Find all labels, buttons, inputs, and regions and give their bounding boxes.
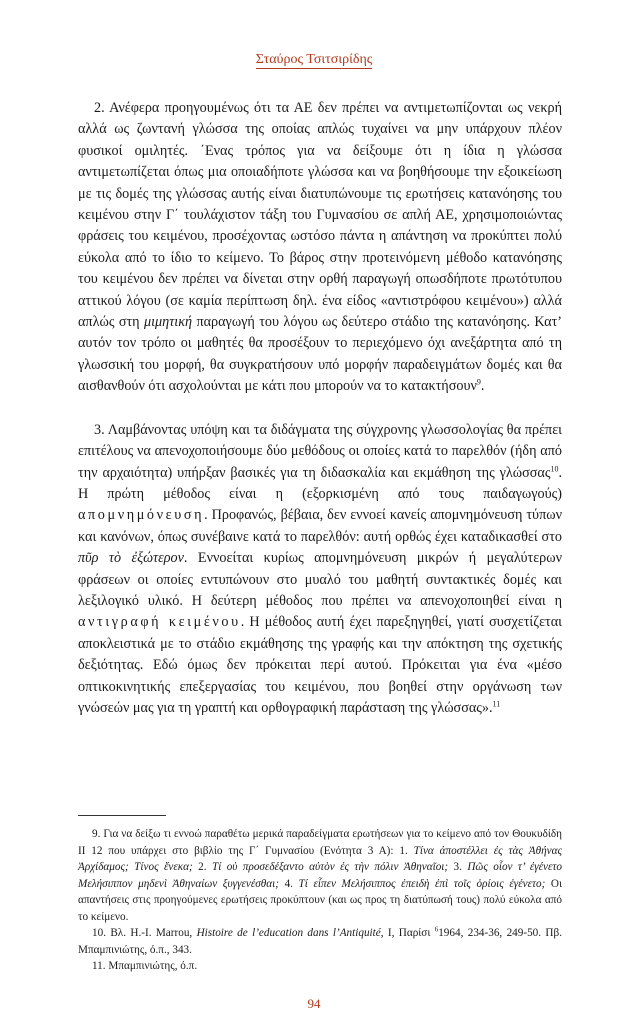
footnote-text: 9. Για να δείξω τι εννοώ παραθέτω μερικά παραδείγματα ερωτήσεων για το κείμενο από τον Θουκυδίδη ΙΙ 12 που υπάρχει στο βιβλίο της Γ΄ Γυμνασίου (Ενότητα 3 Α): 1. (78, 828, 562, 857)
footnote-emphasis: Τί εἶπεν Μελήσιππος ἐπειδὴ ἐπὶ τοῖς ὁρίοις ἐγένετο; (298, 877, 546, 890)
page-number: 94 (307, 996, 321, 1011)
paragraph-text: . Η πρώτη μέθοδος είναι η (εξορκισμένη από τους παιδαγωγούς) (78, 464, 562, 502)
footnote-ref-9[interactable]: 9 (476, 377, 481, 387)
running-head-author: Σταύρος Τσιτσιρίδης (255, 52, 373, 67)
spaced-term: αντιγραφή κειμένου (78, 614, 241, 631)
footnote-ref-10[interactable]: 10 (550, 463, 559, 473)
footnote-9 (78, 826, 562, 925)
footnote-text: 4. (279, 877, 299, 890)
footnote-text: 10. Βλ. Η.-Ι. Marrou, (92, 927, 197, 939)
emphasis: μιμητική (143, 314, 193, 331)
spaced-term: απομνημόνευση (78, 507, 205, 524)
paragraph-text: . Η μέθοδος αυτή έχει παρεξηγηθεί, γιατί συσχετίζεται αποκλειστικά με το στάδιο εκμάθησης της γραφής και την απόκτηση της σχετικής δεξιότητας. Εδώ όμως δεν πρόκειται περί αυτού. Πρόκειται για ένα «μέσο οπτικοκινητικής επεξεργασίας του κειμένου, που βοηθεί στην οργάνωση των γνώσεών μας για τη γραπτή και ορθογραφική παράσταση της γλώσσας». (78, 614, 562, 716)
footnote-11: 11. Μπαμπινιώτης, ό.π. (92, 960, 198, 972)
emphasis: πῦρ τὸ ἐξώτερον (78, 550, 184, 567)
paragraph-2 (78, 98, 562, 398)
edition-number: 6 (434, 925, 439, 934)
footnote-10 (78, 925, 562, 958)
main-text (78, 98, 562, 719)
footnote-ref-11[interactable]: 11 (492, 699, 501, 709)
paragraph-text: . Εννοείται κυρίως απομνημόνευση μικρών ή μεγαλύτερων φράσεων οι οποίες εντυπώνουν στο μυαλό του μαθητή συντακτικές δομές και λεξιλογικό υλικό. Η δεύτερη μέθοδος που πρέπει να απενοχοποιηθεί είναι η (78, 550, 562, 609)
footnote-emphasis: Τί οὐ προσεδέξαντο αὐτὸν ἐς τὴν πόλιν Ἀθηναῖοι; (211, 861, 449, 873)
footnote-text: 1964, 234-36, 249-50. Πβ. Μπαμπινιώτης, ό.π., 343. (78, 927, 562, 956)
footnote-emphasis: Πῶς οἷον τ’ ἐγένετο Μελήσιππον μηδενὶ Ἀθηναίων ξυγγενέσθαι; (78, 861, 563, 890)
footnote-text: 3. (448, 861, 468, 873)
paragraph-text: 2. Ανέφερα προηγουμένως ότι τα ΑΕ δεν πρέπει να αντιμετωπίζονται ως νεκρή αλλά ως ζωντανή γλώσσα της οποίας απλώς τυχαίνει να μην υπάρχουν πλέον φυσικοί ομιλητές. ΄Ενας τρόπος για να δείξουμε ότι η ίδια η γλώσσα αντιμετωπίζεται όπως μια οποιαδήποτε γλώσσα και να βοηθήσουμε την εξοικείωση με τις δομές της γλώσσας αυτής είναι διατυπώνουμε τις ερωτήσεις κατανόησης του κειμένου στην Γ΄ τουλάχιστον τάξη του Γυμνασίου σε απλή ΑΕ, χρησιμοποιώντας φράσεις του κειμένου, προσέχοντας ωστόσο πάντα η απάντηση να προκύπτει πολύ εύκολα από το ίδιο το κείμενο. Το βάρος στην προτεινόμενη μέθοδο κατανόησης του κειμένου δεν πρέπει να δίνεται στην ορθή παραγωγή οπωσδήποτε πρωτότυπου αττικού λόγου (σε καμία περίπτωση δηλ. ένα είδος «αντιστρόφου κειμένου») αλλά απλώς στη (78, 100, 562, 331)
paragraph-text: . Προφανώς, βέβαια, δεν εννοεί κανείς απομνημόνευση τύπων και κανόνων, όπως συνέβαινε κατά το παρελθόν: αυτή ορθώς έχει καταδικασθεί στο (78, 507, 562, 545)
footnote-emphasis: Τίνα ἀποστέλλει ἐς τὰς Ἀθήνας Ἀρχίδαμος; Τίνος ἕνεκα; (78, 844, 563, 873)
paragraph-text: 3. Λαμβάνοντας υπόψη και τα διδάγματα της σύγχρονης γλωσσολογίας θα πρέπει επιτέλους να απενοχοποιήσουμε δύο μεθόδους οι οποίες κατά το παρελθόν (ήδη από την αρχαιότητα) υπήρξαν βασικές για τη διδασκαλία και εκμάθηση της γλώσσας (78, 421, 562, 481)
paragraph-3 (78, 420, 562, 720)
paragraph-text: παραγωγή του λόγου ως δεύτερο στάδιο της κατανόησης. Κατ’ αυτόν τον τρόπο οι μαθητές θα προσέξουν το περιεχόμενο όχι ανεξάρτητα από τη γλωσσική του μορφή, θα συγκρατήσουν υπό μορφήν παραδειγμάτων δομές και θα αισθανθούν ότι ασχολούνται με κάτι που μπορούν να το κατακτήσουν (78, 314, 562, 395)
footnote-text: , Ι, Παρίσι (380, 927, 435, 939)
footnote-emphasis: Histoire de l’education dans l’Antiquité (196, 927, 381, 939)
paragraph-text: . (480, 378, 485, 395)
footnote-text: 2. (192, 861, 212, 873)
footnote-text: Οι απαντήσεις στις προηγούμενες ερωτήσεις προκύπτουν (και ως προς τη διατύπωσή τους) πολύ εύκολα από το κείμενο. (78, 877, 562, 923)
footnotes (78, 826, 562, 975)
footnote-separator (78, 815, 166, 816)
running-head (0, 52, 628, 68)
